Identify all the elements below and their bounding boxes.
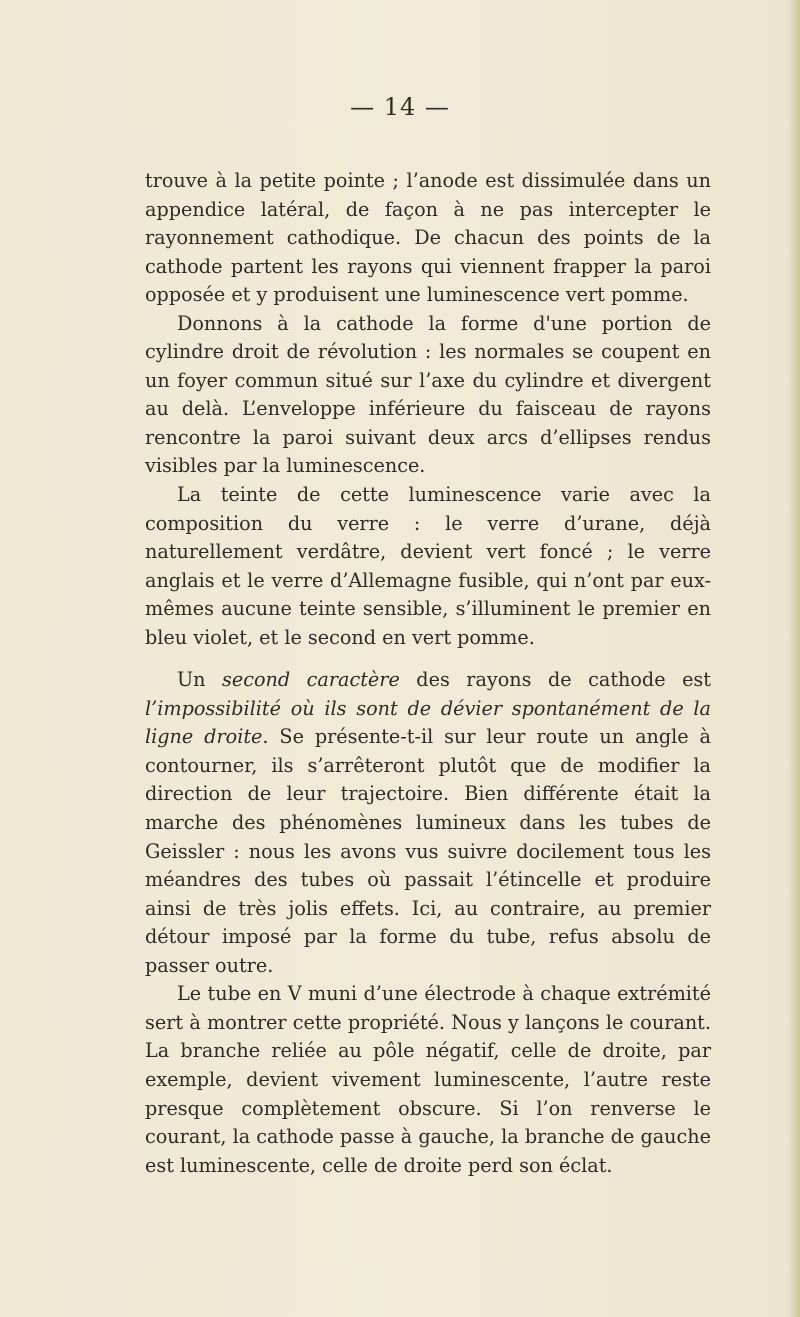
paragraph-4-mid: des rayons de cathode est (399, 668, 711, 692)
paragraph-1: trouve à la petite pointe ; l’anode est dissimulée dans un appendice latéral, de façon à ne pas intercepter le rayonnement cathodique. De chacun des points de la cathode partent les rayons qui viennent frapper la paroi opposée et y produisent une luminescence vert pomme. (145, 169, 711, 307)
body-text (145, 167, 711, 1180)
paragraph-4-post: . Se présente-t-il sur leur route un angle à contourner, ils s’arrêteront plutôt que de modifier la direction de leur trajectoire. Bien différente était la marche des phénomènes lumineux dans les tubes de Geissler : nous les avons vus suivre docilement tous les méandres des tubes où passait l’étincelle et produire ainsi de très jolis effets. Ici, au contraire, au premier détour imposé par la forme du tube, refus absolu de passer outre. (145, 725, 711, 977)
page-number: — 14 — (350, 93, 450, 121)
emphasis-second-caractere: second caractère (222, 668, 400, 692)
paragraph-4-pre: Un (177, 668, 223, 692)
paragraph-2: Donnons à la cathode la forme d'une portion de cylindre droit de révolution : les normales se coupent en un foyer commun situé sur l’axe du cylindre et divergent au delà. L’enveloppe inférieure du faisceau de rayons rencontre la paroi suivant deux arcs d’ellipses rendus visibles par la luminescence. (145, 311, 711, 478)
paragraph-5: Le tube en V muni d’une électrode à chaque extrémité sert à montrer cette propriété. Nous y lançons le courant. La branche reliée au pôle négatif, celle de droite, par exemple, devient vivement luminescente, l’autre reste presque complètement obscure. Si l’on renverse le courant, la cathode passe à gauche, la branche de gauche est luminescente, celle de droite perd son éclat. (145, 982, 711, 1177)
page-edge-shadow (788, 0, 800, 1317)
paragraph-4 (145, 666, 711, 980)
emphasis-impossibilite: l’impossibilité où ils sont de dévier spontanément de la ligne droite (145, 696, 711, 749)
paragraph-3: La teinte de cette luminescence varie avec la composition du verre : le verre d’urane, déjà naturellement verdâtre, devient vert foncé ; le verre anglais et le verre d’Allemagne fusible, qui n’ont par eux-mêmes aucune teinte sensible, s’illuminent le premier en bleu violet, et le second en vert pomme. (145, 483, 711, 649)
